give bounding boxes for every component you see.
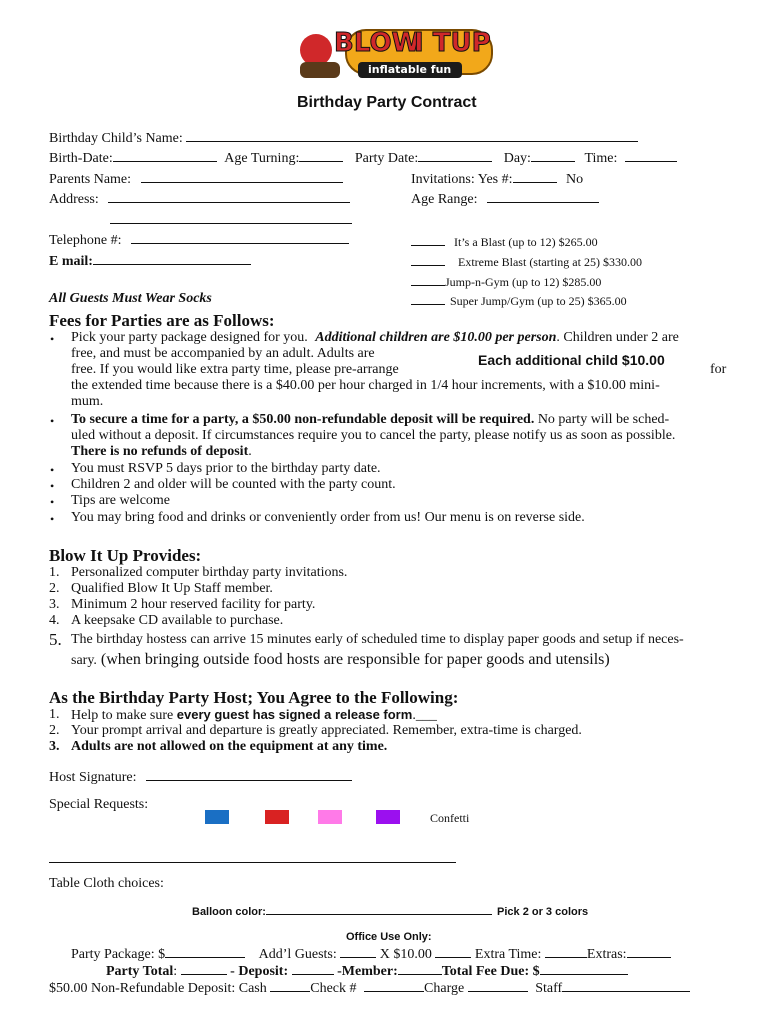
office-use-heading: Office Use Only: <box>346 931 432 943</box>
package-label: Jump-n-Gym (up to 12) $285.00 <box>445 275 602 289</box>
day-field[interactable] <box>531 149 575 162</box>
agree-item-1 <box>71 707 437 724</box>
deposit-label: - Deposit: <box>230 964 289 979</box>
host-signature-row <box>49 768 352 786</box>
mascot-body <box>300 62 340 78</box>
table-cloth-label: Table Cloth choices: <box>49 876 164 891</box>
fees-item-1-line5: mum. <box>71 394 104 409</box>
email-label: E mail: <box>49 254 93 269</box>
balloon-color-label: Balloon color: <box>192 906 266 918</box>
provides-item: Qualified Blow It Up Staff member. <box>71 581 273 596</box>
package-option[interactable] <box>411 233 598 250</box>
page-title: Birthday Party Contract <box>297 94 477 111</box>
host-signature-label: Host Signature: <box>49 770 137 785</box>
charge-label: Charge <box>424 981 465 996</box>
addl-guests-total-field[interactable] <box>435 945 471 958</box>
child-name-field[interactable] <box>186 129 638 142</box>
fees-item-3: You must RSVP 5 days prior to the birthday party date. <box>71 461 381 476</box>
fees-item-1-line4: the extended time because there is a $40.00 per hour charged in 1/4 hour increments, with a $10.00 mini- <box>71 378 660 393</box>
package-checkbox[interactable] <box>411 253 445 266</box>
extras-field[interactable] <box>627 945 671 958</box>
package-option[interactable] <box>411 253 642 270</box>
addl-guests-field[interactable] <box>340 945 376 958</box>
outside-food-note: (when bringing outside food hosts are responsible for paper goods and utensils) <box>100 651 610 668</box>
birth-date-field[interactable] <box>113 149 217 162</box>
staff-field[interactable] <box>562 979 690 992</box>
party-total-field[interactable] <box>181 962 227 975</box>
bullet-icon: • <box>50 495 55 509</box>
address-field-1[interactable] <box>108 190 350 203</box>
check-field[interactable] <box>364 979 424 992</box>
provides-item-5-line1: The birthday hostess can arrive 15 minutes early of scheduled time to display paper goods and setup if neces- <box>71 632 684 647</box>
balloon-color-field[interactable] <box>266 904 492 915</box>
fees-item-1-line3: free. If you would like extra party time, please pre-arrange <box>71 362 399 377</box>
provides-item-5-line2 <box>71 651 610 669</box>
color-swatch-pink[interactable] <box>318 810 342 824</box>
agree-item-1-text: Help to make sure <box>71 708 174 723</box>
company-logo <box>286 22 496 88</box>
extra-time-field[interactable] <box>545 945 587 958</box>
provides-number: 2. <box>49 581 60 596</box>
no-refund-notice: There is no refunds of deposit <box>71 444 249 459</box>
day-label: Day: <box>503 151 531 166</box>
child-name-row <box>49 129 638 147</box>
package-label: Extreme Blast (starting at 25) $330.00 <box>458 255 642 269</box>
agree-number: 2. <box>49 723 60 738</box>
provides-item-5-sary: sary. <box>71 653 97 668</box>
bullet-icon: • <box>50 332 55 346</box>
provides-number: 1. <box>49 565 60 580</box>
age-range-row <box>411 190 599 208</box>
party-total-label: Party Total <box>106 964 174 979</box>
provides-number: 3. <box>49 597 60 612</box>
bullet-icon: • <box>50 512 55 526</box>
invitations-row <box>411 170 583 188</box>
office-row-2: Party Total: - Deposit: -Member: Total Fee Due: $ <box>106 962 628 980</box>
agree-item-3: Adults are not allowed on the equipment at any time. <box>71 739 388 754</box>
socks-notice: All Guests Must Wear Socks <box>49 291 212 306</box>
balloon-color-row <box>192 904 588 918</box>
extra-time-label: Extra Time: <box>474 947 542 962</box>
telephone-row <box>49 231 349 249</box>
age-turning-label: Age Turning: <box>224 151 300 166</box>
special-requests-field[interactable] <box>49 850 456 863</box>
fees-item-6: You may bring food and drinks or conveniently order from us! Our menu is on reverse side. <box>71 510 585 525</box>
fees-heading: Fees for Parties are as Follows: <box>49 311 275 330</box>
additional-child-callout: Each additional child $10.00 <box>478 352 665 368</box>
party-package-label: Party Package: $ <box>71 947 166 962</box>
invitations-no-label: No <box>566 172 584 187</box>
deposit-field[interactable] <box>292 962 334 975</box>
telephone-field[interactable] <box>131 231 349 244</box>
provides-number: 4. <box>49 613 60 628</box>
mascot-head <box>300 34 332 66</box>
invitations-count-field[interactable] <box>513 170 557 183</box>
staff-label: Staff <box>535 981 563 996</box>
time-field[interactable] <box>625 149 677 162</box>
package-label: It’s a Blast (up to 12) $265.00 <box>454 235 598 249</box>
email-field[interactable] <box>93 252 251 265</box>
birthdate-row <box>49 149 677 167</box>
email-row <box>49 252 251 270</box>
bullet-icon: • <box>50 414 55 428</box>
provides-number: 5. <box>49 630 62 649</box>
fees-item-2-line3 <box>71 444 252 460</box>
agree-item-1-end: .___ <box>412 708 437 723</box>
bullet-icon: • <box>50 463 55 477</box>
package-checkbox[interactable] <box>411 292 445 305</box>
birth-date-label: Birth-Date: <box>49 151 113 166</box>
provides-item: A keepsake CD available to purchase. <box>71 613 284 628</box>
special-requests-label: Special Requests: <box>49 797 149 812</box>
pick-colors-note: Pick 2 or 3 colors <box>497 906 589 918</box>
extras-label: Extras: <box>586 947 627 962</box>
child-name-label: Birthday Child’s Name: <box>49 131 183 146</box>
logo-word-itup: I TUP <box>414 28 491 58</box>
member-field[interactable] <box>398 962 442 975</box>
party-date-label: Party Date: <box>354 151 419 166</box>
provides-heading: Blow It Up Provides: <box>49 546 202 565</box>
package-checkbox[interactable] <box>411 273 445 286</box>
package-label: Super Jump/Gym (up to 25) $365.00 <box>450 294 627 308</box>
total-fee-due-label: Total Fee Due: $ <box>441 964 540 979</box>
confetti-label: Confetti <box>430 811 470 825</box>
color-swatch-purple[interactable] <box>376 810 400 824</box>
fees-item-1-line2: free, and must be accompanied by an adult. Adults are <box>71 346 375 361</box>
invitations-label: Invitations: Yes #: <box>411 172 513 187</box>
fees-item-2-line2: uled without a deposit. If circumstances require you to cancel the party, please notify us as soon as possible. <box>71 428 676 443</box>
time-label: Time: <box>584 151 618 166</box>
addl-guests-label: Add’l Guests: <box>258 947 337 962</box>
host-signature-field[interactable] <box>146 768 352 781</box>
party-package-field[interactable] <box>165 945 245 958</box>
agree-number: 3. <box>49 739 60 754</box>
deposit-requirement: To secure a time for a party, a $50.00 non-refundable deposit will be required. <box>71 412 535 427</box>
address-field-2[interactable] <box>110 211 352 224</box>
package-option[interactable] <box>411 273 601 290</box>
package-option[interactable] <box>411 292 627 309</box>
parents-row <box>49 170 343 188</box>
total-fee-due-field[interactable] <box>540 962 628 975</box>
check-label: Check # <box>310 981 357 996</box>
nonrefundable-deposit-label: $50.00 Non-Refundable Deposit: Cash <box>49 981 267 996</box>
party-date-field[interactable] <box>418 149 492 162</box>
addl-guests-price: X $10.00 <box>379 947 432 962</box>
package-checkbox[interactable] <box>411 233 445 246</box>
age-range-label: Age Range: <box>411 192 478 207</box>
agree-heading: As the Birthday Party Host; You Agree to the Following: <box>49 688 459 707</box>
age-turning-field[interactable] <box>299 149 343 162</box>
provides-item: Minimum 2 hour reserved facility for party. <box>71 597 316 612</box>
fees-item-2-line1 <box>71 412 669 428</box>
color-swatch-blue[interactable] <box>205 810 229 824</box>
address-row <box>49 190 350 208</box>
fees-item-4: Children 2 and older will be counted with the party count. <box>71 477 396 492</box>
parents-name-field[interactable] <box>141 170 343 183</box>
address-label: Address: <box>49 192 99 207</box>
fees-item-5: Tips are welcome <box>71 493 171 508</box>
fees-item-2-period: . <box>248 444 252 459</box>
logo-word-blow: BLOW <box>334 28 421 58</box>
member-label: -Member: <box>337 964 398 979</box>
telephone-label: Telephone #: <box>49 233 122 248</box>
agree-number: 1. <box>49 707 60 722</box>
fees-item-2-text: No party will be sched- <box>534 412 670 427</box>
release-form-notice: every guest has signed a release form <box>176 707 413 722</box>
fees-item-1-text-end: . Children under 2 are <box>556 330 679 345</box>
fees-additional-children: Additional children are $10.00 per person <box>315 330 557 345</box>
office-row-1 <box>71 945 671 963</box>
fees-item-1-line1 <box>71 330 679 346</box>
cash-field[interactable] <box>270 979 310 992</box>
agree-item-2: Your prompt arrival and departure is greatly appreciated. Remember, extra-time is charged. <box>71 723 582 738</box>
fees-item-1-for: for <box>710 362 727 377</box>
bullet-icon: • <box>50 479 55 493</box>
logo-tagline: inflatable fun <box>368 63 452 76</box>
age-range-field[interactable] <box>487 190 599 203</box>
fees-item-1-text: Pick your party package designed for you. <box>71 330 308 345</box>
provides-item: Personalized computer birthday party invitations. <box>71 565 348 580</box>
color-swatch-red[interactable] <box>265 810 289 824</box>
office-row-3 <box>49 979 690 997</box>
charge-field[interactable] <box>468 979 528 992</box>
parents-name-label: Parents Name: <box>49 172 132 187</box>
